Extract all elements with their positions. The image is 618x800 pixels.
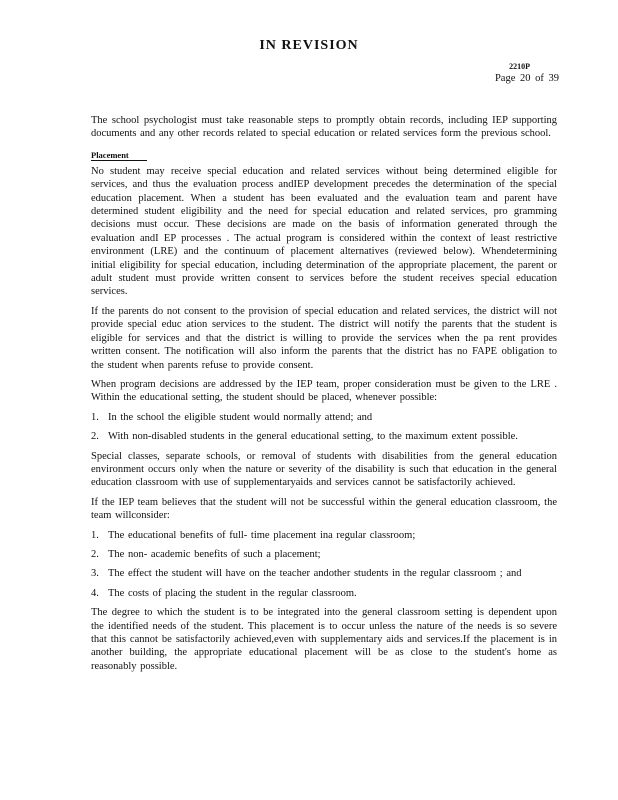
- list-item: [91, 587, 557, 600]
- list-item: [91, 411, 557, 424]
- list-number: 1.: [91, 529, 99, 541]
- intro-paragraph: The school psychologist must take reasonable steps to promptly obtain records, including IEP supporting documents and any other records related to special education or related services form the previous school.: [91, 115, 557, 140]
- list-text: The educational benefits of full- time placement ina regular classroom;: [108, 529, 416, 541]
- revision-title: IN REVISION: [259, 38, 359, 53]
- document-body: [91, 114, 557, 679]
- paragraph-iep-team: If the IEP team believes that the student will not be successful within the general education classroom, the team willconsider:: [91, 496, 557, 522]
- paragraph-lre: When program decisions are addressed by the IEP team, proper consideration must be given to the LRE . Within the educational setting, the student should be placed, whenever possible:: [91, 378, 557, 404]
- list-text: With non-disabled students in the general educational setting, to the maximum extent possible.: [108, 431, 518, 443]
- list-text: The effect the student will have on the teacher andother students in the regular classroom ; and: [108, 568, 522, 580]
- list-text: The costs of placing the student in the regular classroom.: [108, 587, 357, 599]
- list-number: 2.: [91, 431, 99, 443]
- paragraph-integration: The degree to which the student is to be integrated into the general classroom setting is dependent upon the identified needs of the student. This placement is to occur unless the nature of the needs is so severe that this cannot be satisfactorily achieved,even with supplementary aids and services.If the placement is in another building, the appropriate educational placement will be as close to the student's home as reasonably possible.: [91, 607, 557, 672]
- list-item: [91, 430, 557, 443]
- paragraph-special-classes: Special classes, separate schools, or removal of students with disabilities from the general education environment occurs only when the nature or severity of the disability is such that education in the general education classroom with use of supplementaryaids and services cannot be satisfactorily achieved.: [91, 450, 557, 489]
- page-number: Page 20 of 39: [494, 73, 559, 84]
- list-item: [91, 529, 557, 542]
- list-item: [91, 548, 557, 561]
- paragraph-eligibility: No student may receive special education and related services without being determined eligible for services, and thus the evaluation process andIEP development precedes the determination of the special education placement. When a student has been evaluated and the evaluation team and parent have determined student eligibility and the need for special education and related services, pro gramming decisions must occur. These decisions are made on the basis of information generated through the evaluation andI EP processes . The actual program is considered within the context of least restrictive environment (LRE) and the continuum of placement alternatives (reviewed below). Whendetermining initial eligibility for special education, including determination of the appropriate placement, the parent or adult student must provide written consent to services before the student receives special education services.: [91, 165, 557, 298]
- list-text: The non- academic benefits of such a placement;: [108, 548, 321, 560]
- list-item: [91, 567, 557, 580]
- list-number: 1.: [91, 411, 99, 423]
- document-id: 2210P: [509, 62, 530, 71]
- list-number: 3.: [91, 568, 99, 580]
- list-number: 4.: [91, 587, 99, 599]
- paragraph-consent: If the parents do not consent to the provision of special education and related services, the district will not provide special educ ation services to the student. The district will notify the parents that the student is eligible for services and that the district is willing to provide the services when the pa rent provides written consent. The notification will also inform the parents that the district has no FAPE obligation to the student when parents refuse to provide consent.: [91, 305, 557, 371]
- list-number: 2.: [91, 548, 99, 560]
- section-heading-placement: Placement: [91, 150, 147, 161]
- list-text: In the school the eligible student would normally attend; and: [108, 411, 373, 423]
